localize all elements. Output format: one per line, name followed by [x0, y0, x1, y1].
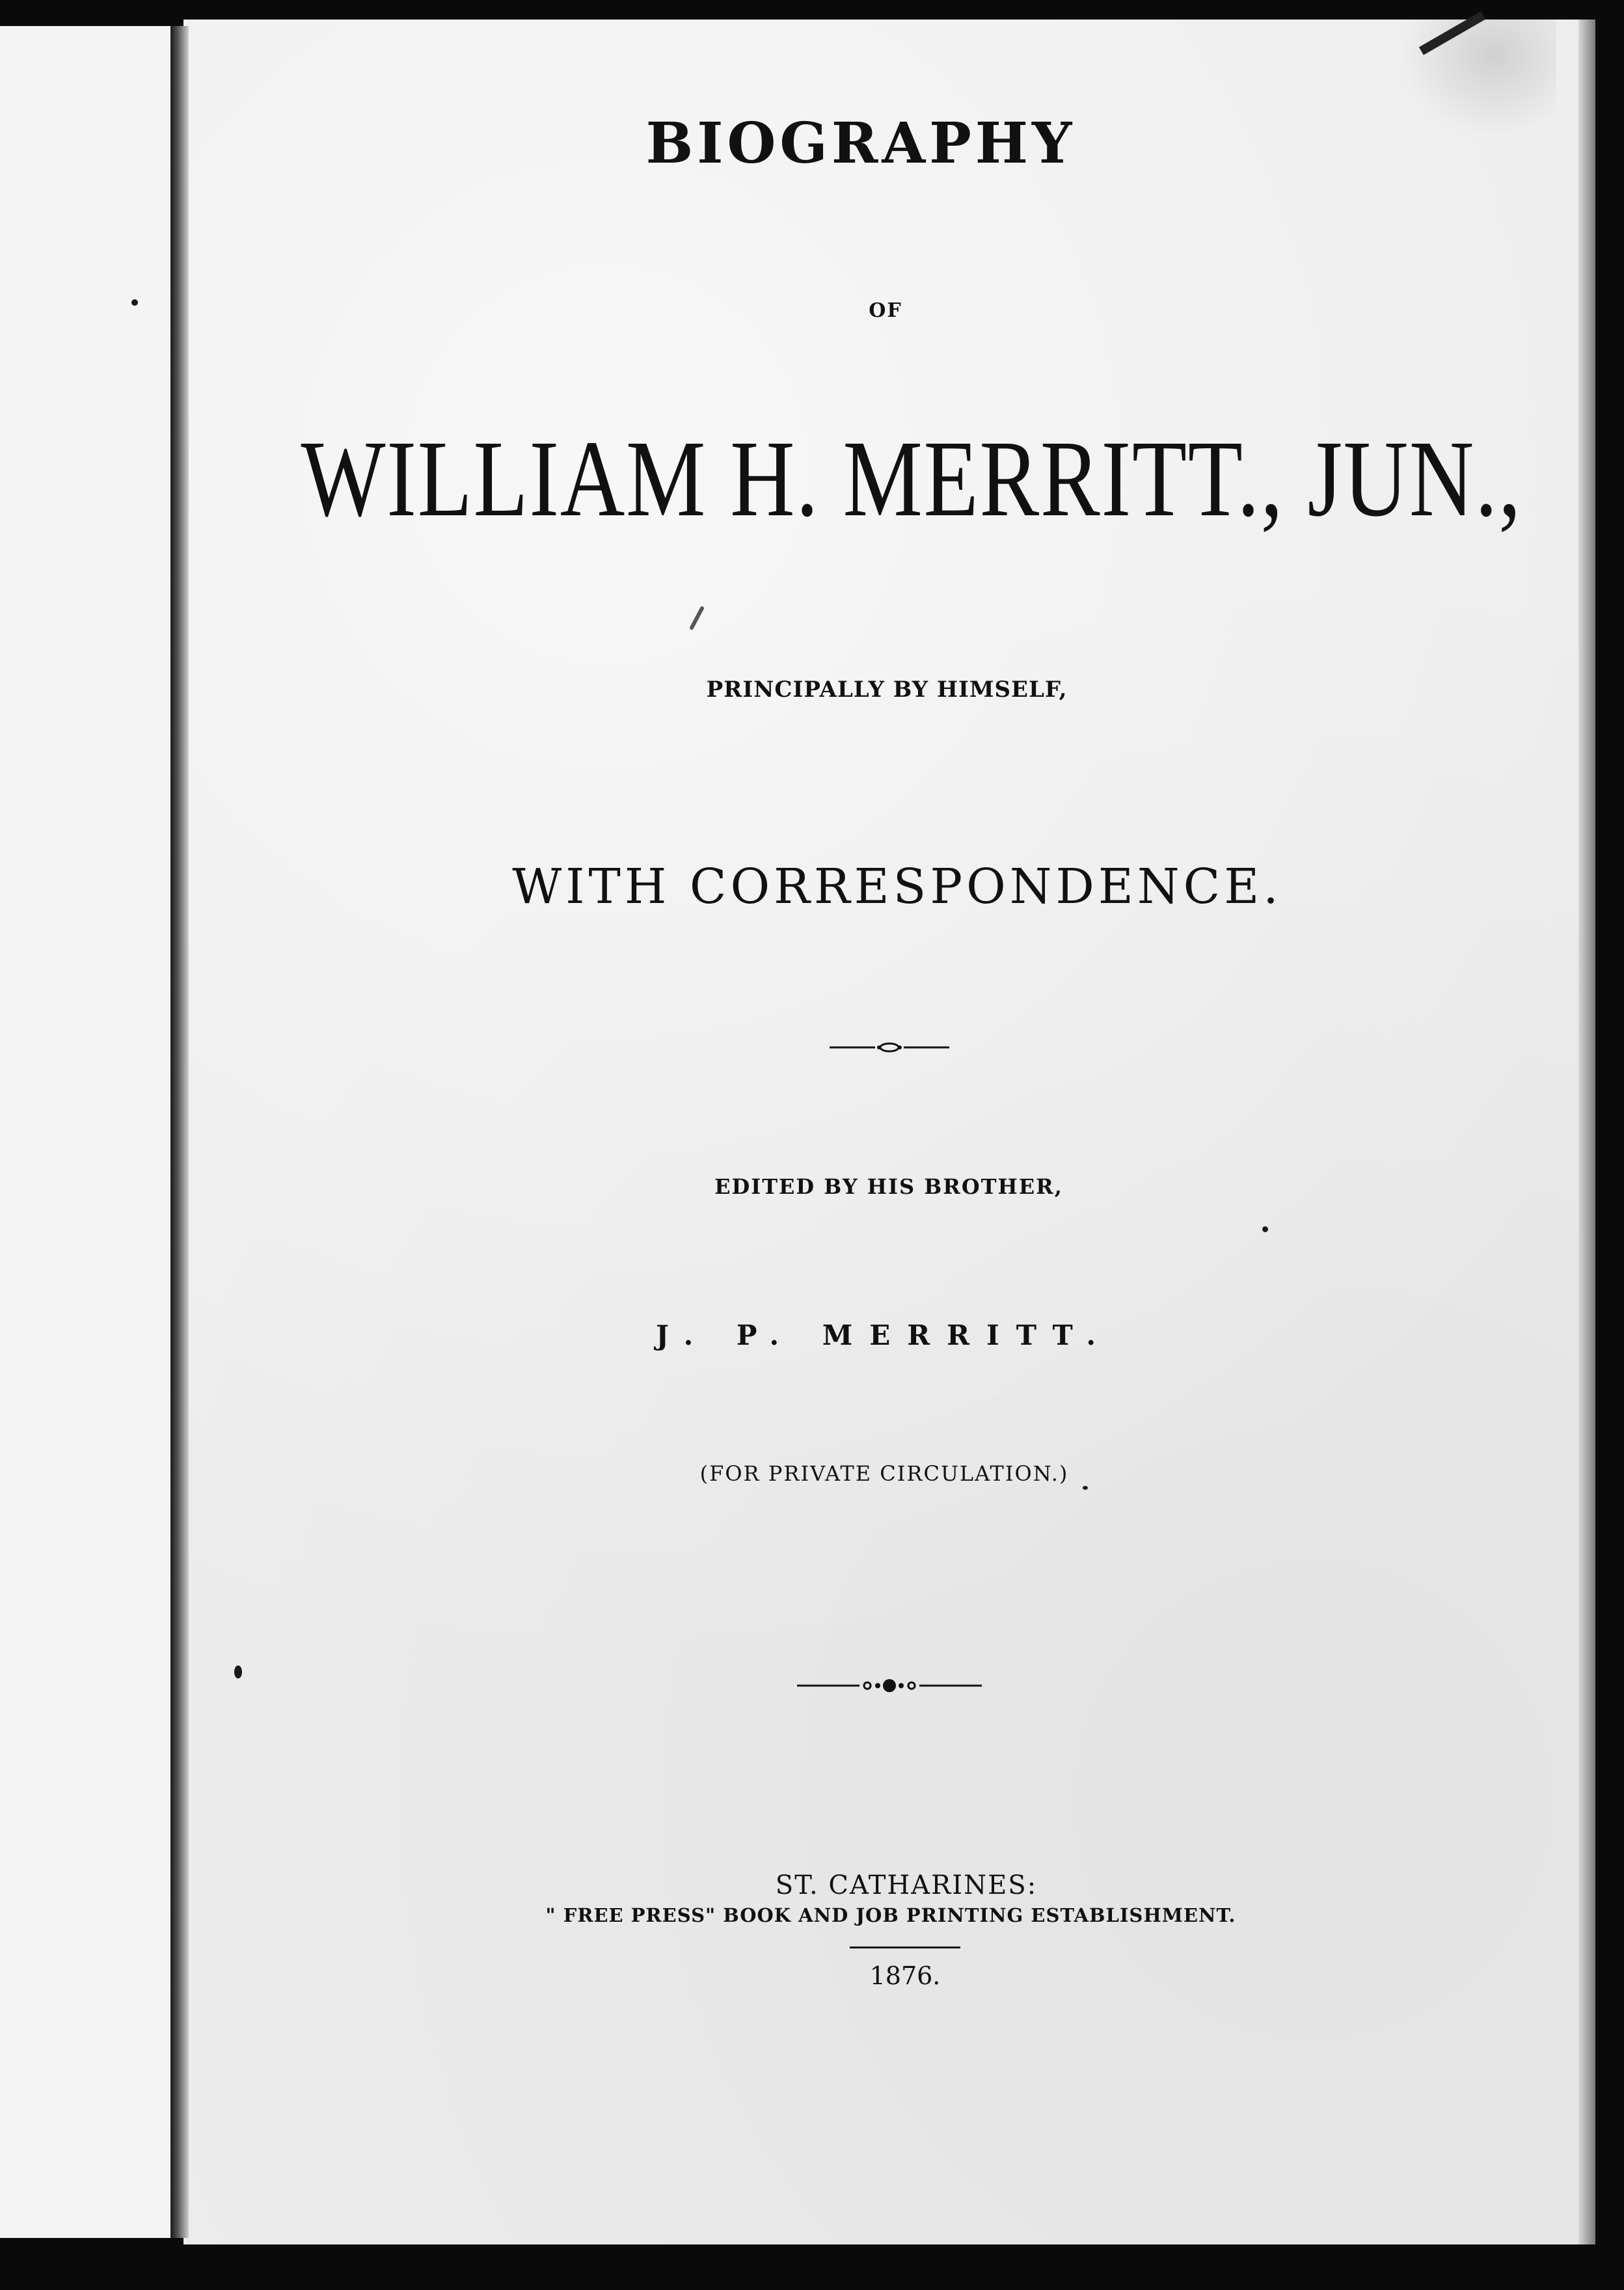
edited-by: EDITED BY HIS BROTHER,	[714, 1174, 1063, 1199]
speck	[689, 606, 705, 630]
rule-ornament-icon	[830, 1041, 949, 1054]
title-of: OF	[869, 299, 902, 322]
ornament-rule-top	[183, 1041, 1595, 1057]
publication-year: 1876.	[869, 1961, 941, 1990]
publisher-establishment: " FREE PRESS" BOOK AND JOB PRINTING ESTABLISHMENT.	[545, 1904, 1236, 1926]
title-page	[183, 20, 1595, 2244]
private-circulation-note: (FOR PRIVATE CIRCULATION.)	[699, 1461, 1069, 1486]
gutter-shadow	[170, 26, 189, 2238]
subtitle-correspondence: WITH CORRESPONDENCE.	[512, 859, 1282, 915]
speck	[234, 1665, 242, 1678]
flyleaf	[0, 26, 176, 2238]
subtitle-principally: PRINCIPALLY BY HIMSELF,	[706, 677, 1068, 703]
publisher-city: ST. CATHARINES:	[775, 1870, 1038, 1900]
rule-ornament-icon	[797, 1677, 982, 1694]
editor-name: J. P. MERRITT.	[656, 1319, 1113, 1351]
title-biography: BIOGRAPHY	[645, 111, 1076, 176]
speck	[131, 299, 138, 306]
title-name: WILLIAM H. MERRITT., JUN.,	[301, 418, 1522, 539]
ornament-rule-bottom	[183, 1677, 1595, 1697]
speck	[1262, 1226, 1268, 1232]
speck	[1083, 1486, 1088, 1490]
